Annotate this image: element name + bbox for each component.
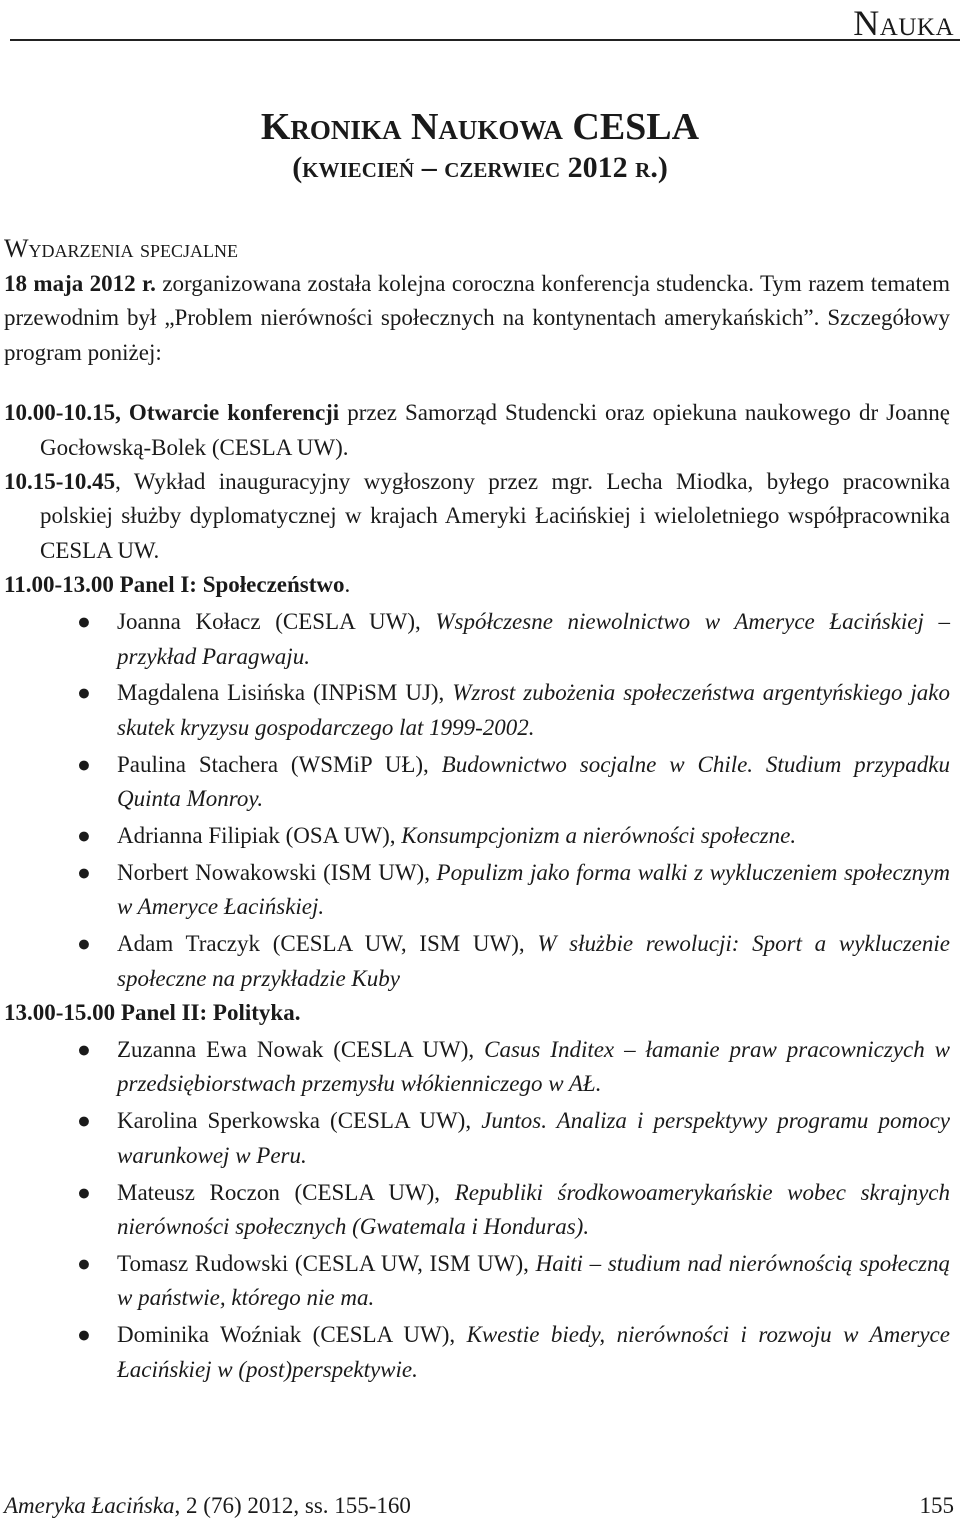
talk-title: W służbie rewolucji: Sport a wykluczenie społeczne na przykładzie Kuby [117, 931, 950, 991]
talk-title: Kwestie biedy, nierówności i rozwoju w Ameryce Łacińskiej w (post)perspektywie. [117, 1322, 950, 1382]
opening-time: 10.00-10.15, Otwarcie konferencji [4, 400, 340, 426]
talk-title: Casus Inditex – łamanie praw pracowniczych w przedsiębiorstwach przemysłu włókienniczego w AŁ. [117, 1037, 951, 1097]
speaker: Paulina Stachera (WSMiP UŁ), [117, 751, 442, 777]
lecture-time: 10.15-10.45 [4, 469, 116, 495]
list-item [4, 1104, 950, 1173]
talk-title: Republiki środkowoamerykańskie wobec skrajnych nierówności społecznych (Gwatemala i Honduras). [117, 1179, 950, 1240]
bullet-icon: ● [77, 1322, 91, 1348]
bullet-icon: ● [77, 680, 91, 706]
bullet-icon: ● [77, 1108, 91, 1134]
panel2-list [4, 1033, 950, 1387]
talk-title: Konsumpcjonizm a nierówności społeczne. [401, 823, 797, 849]
list-item [4, 1033, 950, 1102]
bullet-icon: ● [77, 931, 91, 957]
list-item [4, 819, 950, 853]
talk-title: Wzrost zubożenia społeczeństwa argentyńskiego jako skutek kryzysu gospodarczego lat 1999-2002. [117, 680, 950, 740]
speaker: Tomasz Rudowski (CESLA UW, ISM UW), [117, 1250, 536, 1276]
bullet-icon: ● [77, 823, 91, 849]
article-body [4, 267, 950, 1387]
bullet-icon: ● [77, 860, 91, 885]
speaker: Adrianna Filipiak (OSA UW), [117, 823, 402, 849]
bullet-icon: ● [77, 751, 91, 777]
bullet-icon: ● [77, 1179, 91, 1205]
journal-name: Ameryka Łacińska [4, 1493, 175, 1518]
speaker: Dominika Woźniak (CESLA UW), [117, 1322, 467, 1348]
list-item [4, 856, 950, 925]
panel1-list [4, 605, 950, 996]
running-header-section: Nauka [853, 3, 954, 43]
talk-title: Budownictwo socjalne w Chile. Studium przypadku Quinta Monroy. [117, 751, 951, 812]
speaker: Mateusz Roczon (CESLA UW), [117, 1179, 455, 1205]
speaker: Adam Traczyk (CESLA UW, ISM UW), [117, 931, 538, 957]
list-item [4, 1176, 950, 1245]
panel1-heading: 11.00-13.00 Panel I: Społeczeństwo. [4, 572, 351, 598]
conference-program [4, 396, 950, 1387]
page-footer [4, 1491, 954, 1521]
speaker: Magdalena Lisińska (INPiSM UJ), [117, 680, 453, 706]
bullet-icon: ● [77, 1037, 91, 1063]
list-item [4, 676, 950, 745]
footer-citation [4, 1491, 411, 1521]
bullet-icon: ● [77, 1250, 91, 1276]
intro-date: 18 maja 2012 r. [4, 271, 156, 296]
page-title: Kronika Naukowa CESLA [260, 106, 700, 148]
bullet-icon: ● [77, 609, 91, 635]
intro-paragraph [4, 267, 950, 370]
panel2-heading: 13.00-15.00 Panel II: Polityka. [4, 1000, 301, 1026]
section-heading: Wydarzenia specjalne [4, 234, 239, 263]
program-opening [4, 396, 950, 465]
speaker: Zuzanna Ewa Nowak (CESLA UW), [117, 1037, 485, 1063]
speaker: Norbert Nowakowski (ISM UW), [117, 860, 437, 885]
opening-text: przez Samorząd Studencki oraz opiekuna naukowego dr Joannę Gocłowską-Bolek (CESLA UW). [40, 400, 950, 460]
list-item [4, 748, 950, 817]
talk-title: Juntos. Analiza i perspektywy programu pomocy warunkowej w Peru. [117, 1108, 951, 1168]
page-subtitle: (kwiecień – czerwiec 2012 r.) [292, 151, 668, 184]
talk-title: Haiti – studium nad nierównością społeczną w państwie, którego nie ma. [117, 1250, 950, 1311]
talk-title: Populizm jako forma walki z wykluczeniem społecznym w Ameryce Łacińskiej. [117, 860, 950, 920]
list-item [4, 1318, 950, 1387]
speaker: Karolina Sperkowska (CESLA UW), [117, 1108, 482, 1134]
citation-details: , 2 (76) 2012, ss. 155-160 [174, 1493, 411, 1518]
header-rule [10, 39, 960, 41]
speaker: Joanna Kołacz (CESLA UW), [117, 609, 436, 635]
intro-text: zorganizowana została kolejna coroczna konferencja studencka. Tym razem tematem przewodnim był „Problem nierówności społecznych na kontynentach amerykańskich”. Szczegółowy program poniżej: [4, 271, 950, 365]
list-item [4, 927, 950, 996]
list-item [4, 1247, 950, 1316]
list-item [4, 605, 950, 674]
program-lecture [4, 465, 950, 568]
lecture-text: , Wykład inauguracyjny wygłoszony przez mgr. Lecha Miodka, byłego pracownika polskiej służby dyplomatycznej w krajach Ameryki Łacińskiej i wieloletniego współpracownika CESLA UW. [40, 469, 950, 563]
page-number: 155 [919, 1493, 954, 1518]
talk-title: Współczesne niewolnictwo w Ameryce Łacińskiej – przykład Paragwaju. [117, 609, 951, 669]
